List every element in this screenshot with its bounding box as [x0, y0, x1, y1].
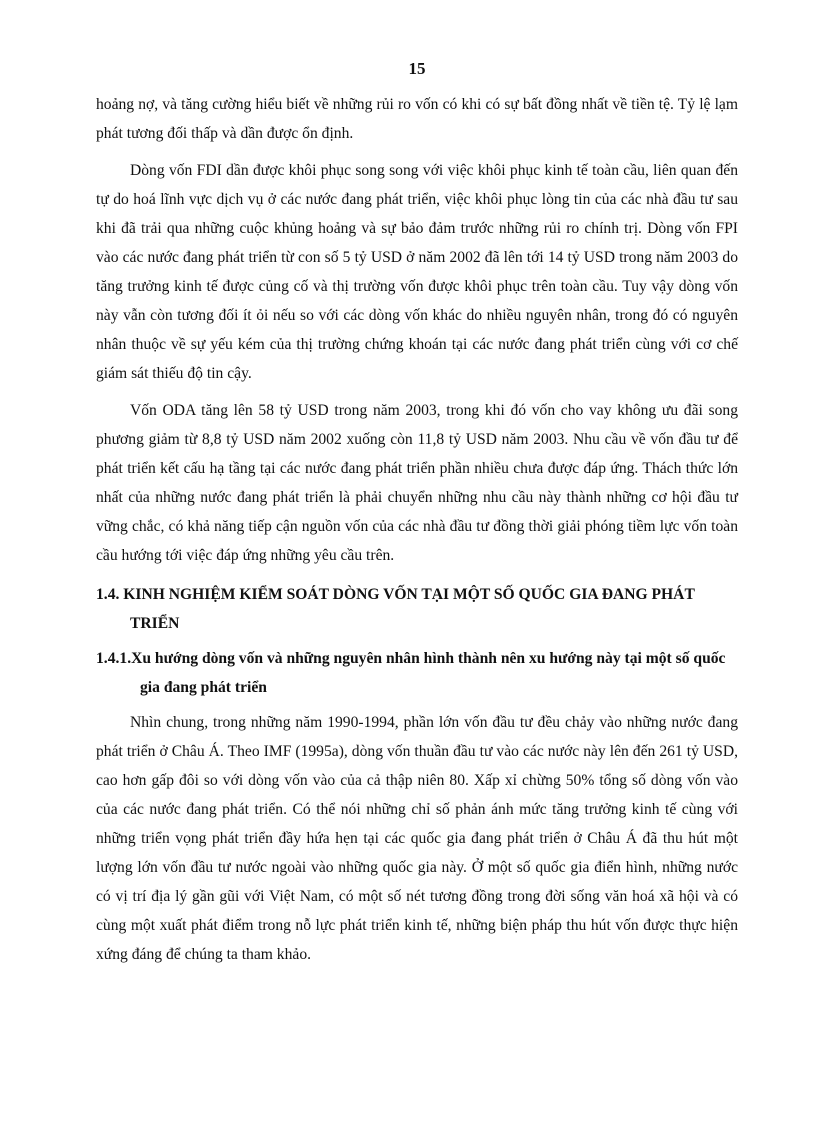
paragraph-asia-capital-flows: Nhìn chung, trong những năm 1990-1994, phần lớn vốn đầu tư đều chảy vào những nước đang phát triển ở Châu Á. Theo IMF (1995a), dòng vốn thuần đầu tư vào các nước này lên đến 261 tỷ USD, cao hơn gấp đôi so với dòng vốn vào của cả thập niên 80. Xấp xỉ chừng 50% tổng số dòng vốn vào của các nước đang phát triển. Có thể nói những chỉ số phản ánh mức tăng trưởng kinh tế cùng với những triển vọng phát triển đầy hứa hẹn tại các quốc gia đang phát triển ở Châu Á đã thu hút một lượng lớn vốn đầu tư nước ngoài vào những quốc gia này. Ở một số quốc gia điển hình, những nước có vị trí địa lý gần gũi với Việt Nam, có một số nét tương đồng trong đời sống văn hoá xã hội và có cùng một xuất phát điểm trong nỗ lực phát triển kinh tế, những biện pháp thu hút vốn được thực hiện xứng đáng để chúng ta tham khảo.: [96, 714, 738, 963]
subsection-heading-1-4-1: 1.4.1.Xu hướng dòng vốn và những nguyên nhân hình thành nên xu hướng này tại một số quốc gia đang phát triển: [96, 650, 726, 696]
document-page: [96, 58, 738, 977]
paragraph-fdi-fpi: Dòng vốn FDI dần được khôi phục song song với việc khôi phục kinh tế toàn cầu, liên quan đến tự do hoá lĩnh vực dịch vụ ở các nước đang phát triển, việc khôi phục lòng tin của các nhà đầu tư sau khi đã trải qua những cuộc khủng hoảng và sự bảo đảm trước những rủi ro chính trị. Dòng vốn FPI vào các nước đang phát triển từ con số 5 tỷ USD ở năm 2002 đã lên tới 14 tỷ USD trong năm 2003 do tăng trưởng kinh tế được củng cố và thị trường vốn được khôi phục trên toàn cầu. Tuy vậy dòng vốn này vẫn còn tương đối ít ỏi nếu so với các dòng vốn khác do nhiều nguyên nhân, trong đó có nguyên nhân thuộc về sự yếu kém của thị trường chứng khoán tại các nước đang phát triển cùng với cơ chế giám sát thiếu độ tin cậy.: [96, 162, 738, 382]
page-number: 15: [408, 59, 426, 78]
paragraph-inflation-continuation: hoảng nợ, và tăng cường hiểu biết về những rủi ro vốn có khi có sự bất đồng nhất về tiền tệ. Tỷ lệ lạm phát tương đối thấp và dần được ổn định.: [96, 96, 738, 142]
paragraph-oda: Vốn ODA tăng lên 58 tỷ USD trong năm 2003, trong khi đó vốn cho vay không ưu đãi song phương giảm từ 8,8 tỷ USD năm 2002 xuống còn 11,8 tỷ USD năm 2003. Nhu cầu về vốn đầu tư để phát triển kết cấu hạ tầng tại các nước đang phát triển phần nhiều chưa được đáp ứng. Thách thức lớn nhất của những nước đang phát triển là phải chuyển những nhu cầu này thành những cơ hội đầu tư vững chắc, có khả năng tiếp cận nguồn vốn của các nhà đầu tư đồng thời giải phóng tiềm lực vốn toàn cầu hướng tới việc đáp ứng những yêu cầu trên.: [96, 402, 738, 564]
section-heading-1-4: 1.4. KINH NGHIỆM KIỂM SOÁT DÒNG VỐN TẠI MỘT SỐ QUỐC GIA ĐANG PHÁT TRIỂN: [96, 586, 695, 632]
